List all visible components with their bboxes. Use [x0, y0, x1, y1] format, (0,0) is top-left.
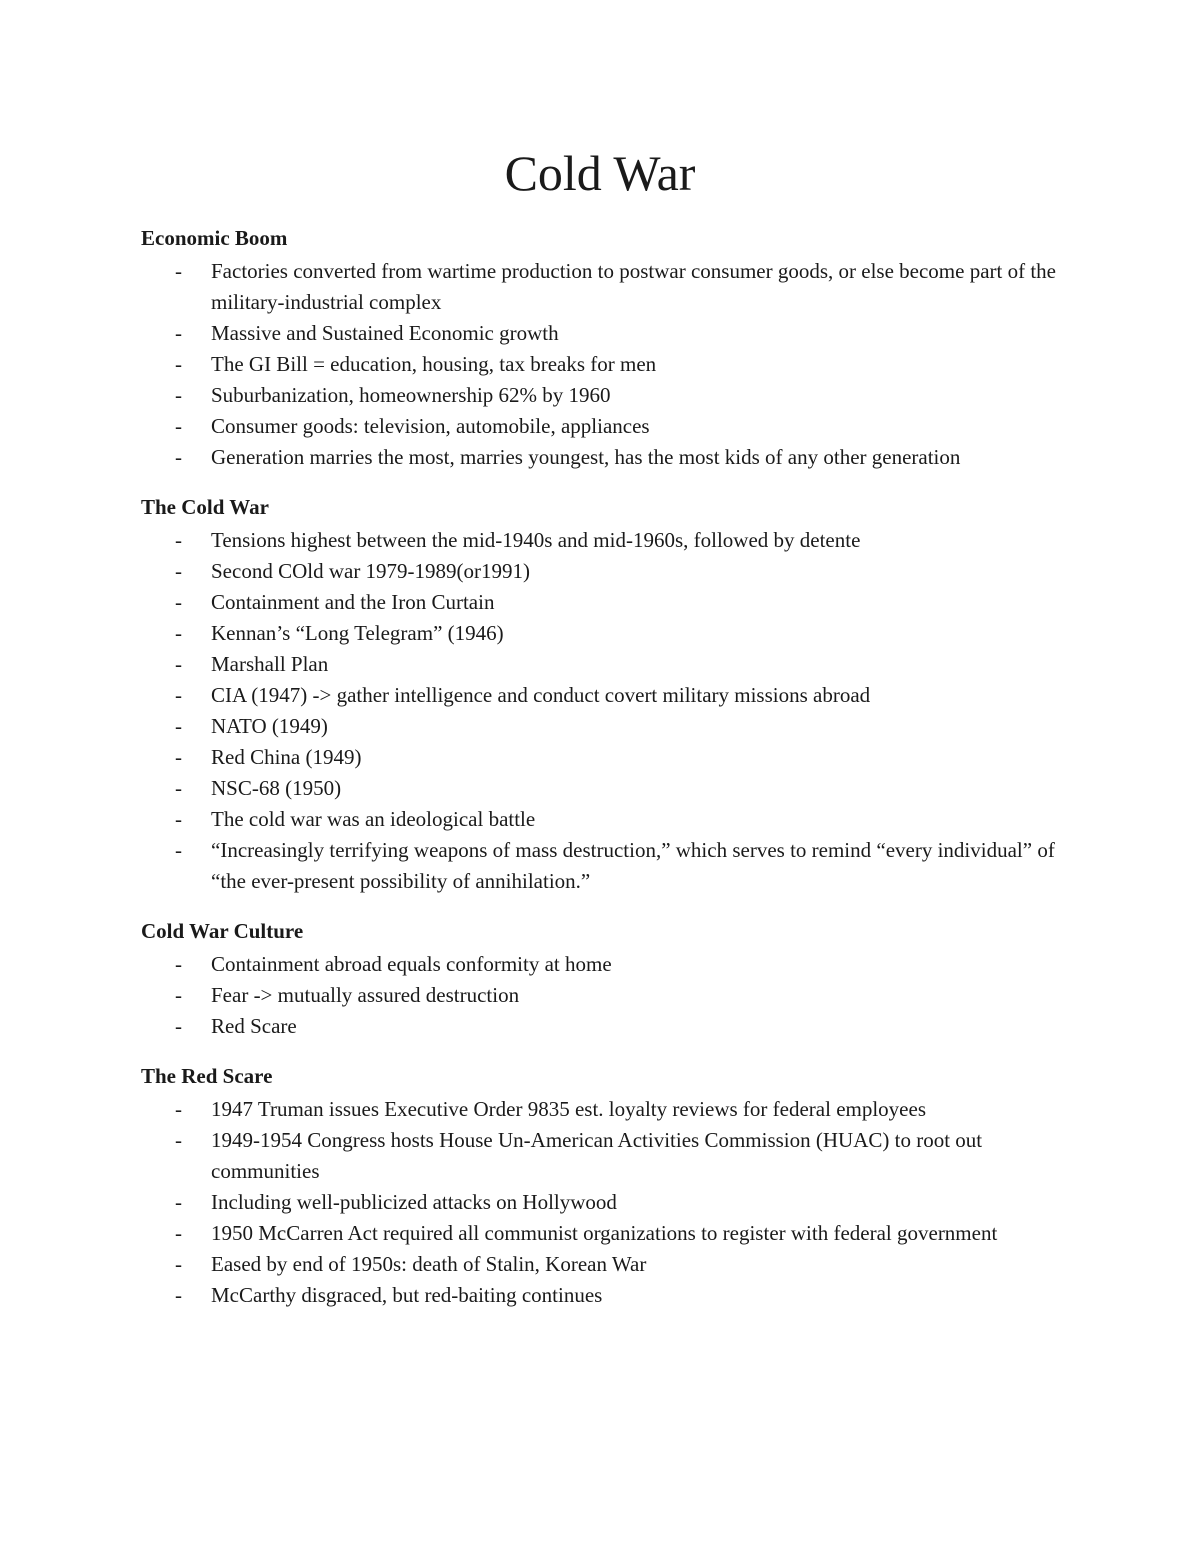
- bullet-text: NSC-68 (1950): [211, 776, 342, 800]
- page-title: Cold War: [504, 145, 696, 201]
- bullet-text: Generation marries the most, marries youngest, has the most kids of any other generation: [211, 445, 961, 469]
- bullet-dash: -: [175, 983, 182, 1007]
- bullet-text: The cold war was an ideological battle: [211, 807, 536, 831]
- bullet-text: Consumer goods: television, automobile, appliances: [211, 414, 650, 438]
- bullet-dash: -: [175, 1252, 182, 1276]
- bullet-dash: -: [175, 1014, 182, 1038]
- bullet-text: “Increasingly terrifying weapons of mass destruction,” which serves to remind “every individual” of “the ever-present possibility of annihilation.”: [211, 838, 1055, 893]
- bullet-dash: -: [175, 1190, 182, 1214]
- list-item: [141, 1094, 1071, 1125]
- bullet-dash: -: [175, 683, 182, 707]
- list-item: [141, 680, 1071, 711]
- bullet-text: Massive and Sustained Economic growth: [211, 321, 559, 345]
- list-item: [141, 556, 1071, 587]
- bullet-text: Red China (1949): [211, 745, 362, 769]
- bullet-text: Second COld war 1979-1989(or1991): [211, 559, 531, 583]
- list-item: [141, 411, 1071, 442]
- list-item: [141, 442, 1071, 473]
- bullet-dash: -: [175, 714, 182, 738]
- bullet-text: 1947 Truman issues Executive Order 9835 est. loyalty reviews for federal employees: [211, 1097, 926, 1121]
- bullet-text: Containment abroad equals conformity at home: [211, 952, 612, 976]
- bullet-dash: -: [175, 621, 182, 645]
- bullet-dash: -: [175, 590, 182, 614]
- section-heading: The Cold War: [141, 495, 269, 519]
- list-item: [141, 711, 1071, 742]
- list-item: [141, 256, 1071, 318]
- list-item: [141, 980, 1071, 1011]
- list-item: [141, 804, 1071, 835]
- section-cold-war-culture: [141, 917, 1071, 1042]
- list-item: [141, 773, 1071, 804]
- bullet-text: McCarthy disgraced, but red-baiting continues: [211, 1283, 603, 1307]
- bullet-list: [141, 949, 1071, 1042]
- bullet-text: 1950 McCarren Act required all communist organizations to register with federal government: [211, 1221, 998, 1245]
- bullet-list: [141, 1094, 1071, 1311]
- bullet-dash: -: [175, 952, 182, 976]
- list-item: [141, 1249, 1071, 1280]
- bullet-dash: -: [175, 352, 182, 376]
- bullet-text: Red Scare: [211, 1014, 297, 1038]
- list-item: [141, 1125, 1071, 1187]
- bullet-dash: -: [175, 745, 182, 769]
- list-item: [141, 1187, 1071, 1218]
- bullet-list: [141, 525, 1071, 897]
- bullet-text: NATO (1949): [211, 714, 328, 738]
- bullet-text: Tensions highest between the mid-1940s and mid-1960s, followed by detente: [211, 528, 861, 552]
- bullet-dash: -: [175, 807, 182, 831]
- bullet-dash: -: [175, 559, 182, 583]
- bullet-text: Factories converted from wartime production to postwar consumer goods, or else become part of the military-industrial complex: [211, 259, 1056, 314]
- section-the-red-scare: [141, 1062, 1071, 1311]
- bullet-dash: -: [175, 383, 182, 407]
- bullet-dash: -: [175, 1097, 182, 1121]
- bullet-dash: -: [175, 1128, 182, 1152]
- bullet-text: CIA (1947) -> gather intelligence and conduct covert military missions abroad: [211, 683, 871, 707]
- bullet-text: Marshall Plan: [211, 652, 329, 676]
- document-body: [141, 224, 1071, 1331]
- bullet-dash: -: [175, 776, 182, 800]
- list-item: [141, 380, 1071, 411]
- list-item: [141, 1280, 1071, 1311]
- bullet-text: Including well-publicized attacks on Hollywood: [211, 1190, 617, 1214]
- bullet-list: [141, 256, 1071, 473]
- list-item: [141, 349, 1071, 380]
- section-the-cold-war: [141, 493, 1071, 897]
- list-item: [141, 587, 1071, 618]
- bullet-dash: -: [175, 1283, 182, 1307]
- bullet-text: 1949-1954 Congress hosts House Un-American Activities Commission (HUAC) to root out communities: [211, 1128, 983, 1183]
- list-item: [141, 1218, 1071, 1249]
- list-item: [141, 618, 1071, 649]
- section-heading: Cold War Culture: [141, 919, 304, 943]
- bullet-dash: -: [175, 652, 182, 676]
- bullet-dash: -: [175, 1221, 182, 1245]
- list-item: [141, 742, 1071, 773]
- bullet-dash: -: [175, 414, 182, 438]
- bullet-text: Containment and the Iron Curtain: [211, 590, 495, 614]
- list-item: [141, 525, 1071, 556]
- section-economic-boom: [141, 224, 1071, 473]
- list-item: [141, 949, 1071, 980]
- bullet-text: Kennan’s “Long Telegram” (1946): [211, 621, 504, 645]
- bullet-text: Fear -> mutually assured destruction: [211, 983, 520, 1007]
- bullet-dash: -: [175, 321, 182, 345]
- bullet-text: Eased by end of 1950s: death of Stalin, Korean War: [211, 1252, 647, 1276]
- list-item: [141, 649, 1071, 680]
- list-item: [141, 1011, 1071, 1042]
- list-item: [141, 318, 1071, 349]
- bullet-dash: -: [175, 838, 182, 862]
- bullet-text: Suburbanization, homeownership 62% by 1960: [211, 383, 611, 407]
- list-item: [141, 835, 1071, 897]
- bullet-dash: -: [175, 528, 182, 552]
- section-heading: Economic Boom: [141, 226, 288, 250]
- bullet-dash: -: [175, 445, 182, 469]
- section-heading: The Red Scare: [141, 1064, 273, 1088]
- bullet-text: The GI Bill = education, housing, tax breaks for men: [211, 352, 657, 376]
- bullet-dash: -: [175, 259, 182, 283]
